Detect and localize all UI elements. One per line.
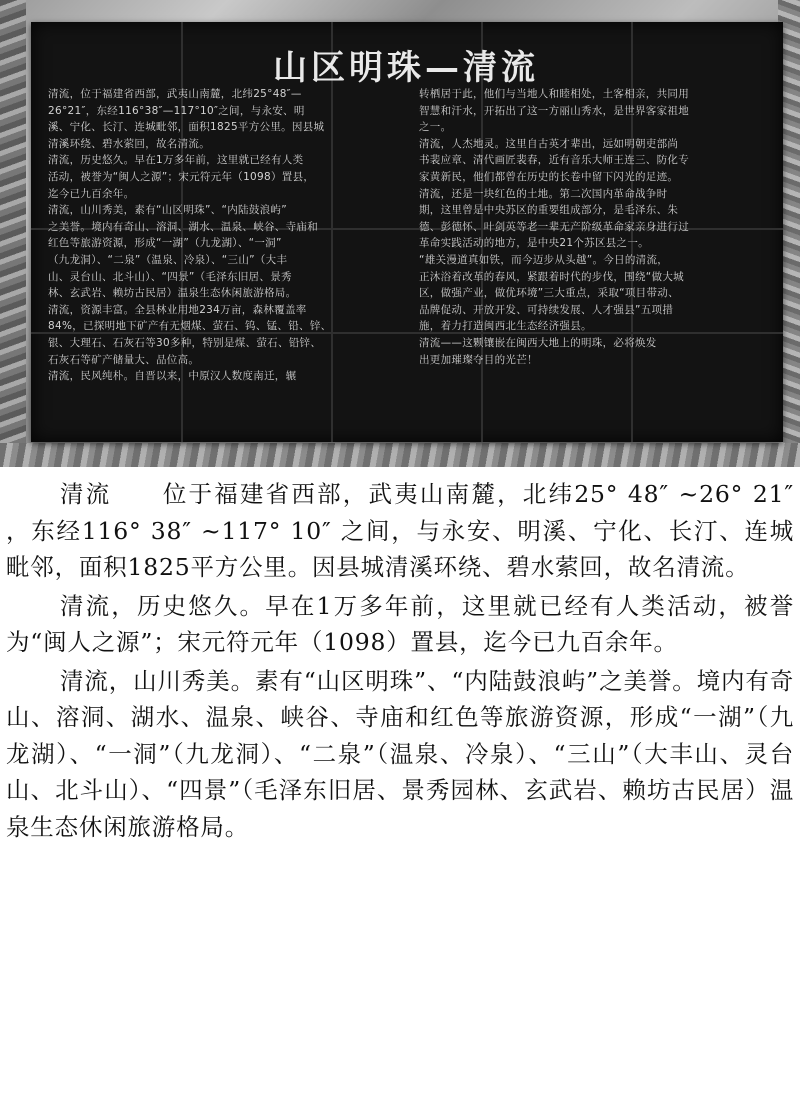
plaque-text-left: 清流，位于福建省西部，武夷山南麓，北纬25°48″— 26°21″，东经116°38″—117°10″之间，与永安、明 溪、宁化、长汀、连城毗邻，面积1825平方公里。因县城 清溪环绕、碧水萦回，故名清流。 清流，历史悠久。早在1万多年前，这里就已经有人类 活动，被誉为“闽人之源”；宋元符元年（1098）置县， 迄今已九百余年。 清流，山川秀美，素有“山区明珠”、“内陆鼓浪屿” 之美誉。境内有奇山、溶洞、湖水、温泉、峡谷、寺庙和 红色等旅游资源，形成“一湖”（九龙湖）、“一洞” （九龙洞）、“二泉”（温泉、冷泉）、“三山”（大丰 山、灵台山、北斗山）、“四景”（毛泽东旧居、景秀 林、玄武岩、赖坊古民居）温泉生态休闲旅游格局。 清流，资源丰富。全县林业用地234万亩，森林覆盖率 84%，已探明地下矿产有无烟煤、萤石、钨、锰、铅、锌、 银、大理石、石灰石等30多种，特别是煤、萤石、铅锌、 石灰石等矿产储量大、品位高。 清流，民风纯朴。自晋以来，中原汉人数度南迁，辗 (48, 88, 332, 383)
stone-plaque (31, 22, 783, 442)
paragraph-location: 清流 位于福建省西部，武夷山南麓，北纬25° 48″ ~26° 21″ ，东经116° 38″ ~117° 10″ 之间，与永安、明溪、宁化、长汀、连城毗邻，面积1825平方公里。因县城清溪环绕、碧水萦回，故名清流。 (6, 480, 794, 581)
article-body (0, 476, 800, 845)
rock-texture-left (0, 0, 26, 467)
paragraph-scenery: 清流，山川秀美。素有“山区明珠”、“内陆鼓浪屿”之美誉。境内有奇山、溶洞、湖水、温泉、峡谷、寺庙和红色等旅游资源，形成“一湖”（九龙湖）、“一洞”（九龙洞）、“二泉”（温泉、冷泉）、“三山”（大丰山、灵台山、北斗山）、“四景”（毛泽东旧居、景秀园林、玄武岩、赖坊古民居）温泉生态休闲旅游格局。 (6, 666, 794, 841)
paragraph-history: 清流，历史悠久。早在1万多年前，这里就已经有人类活动，被誉为“闽人之源”；宋元符元年（1098）置县，迄今已九百余年。 (6, 591, 794, 656)
plaque-text-right: 转栖居于此，他们与当地人和睦相处，土客相亲，共同用 智慧和汗水，开拓出了这一方丽山秀水，是世界客家祖地 之一。 清流，人杰地灵。这里自古英才辈出，远如明朝吏部尚 书裴应章、清代画匠裴春，近有音乐大师王连三、防化专 家黄新民，他们都曾在历史的长卷中留下闪光的足迹。 清流，还是一块红色的土地。第二次国内革命战争时 期，这里曾是中央苏区的重要组成部分，是毛泽东、朱 德、彭德怀、叶剑英等老一辈无产阶级革命家亲身进行过 革命实践活动的地方，是中央21个苏区县之一。 “雄关漫道真如铁，而今迈步从头越”。今日的清流， 正沐浴着改革的春风，紧跟着时代的步伐，围绕“做大城 区，做强产业，做优环境”三大重点，采取“项目带动、 品牌促动、开放开发、可持续发展、人才强县”五项措 施，着力打造闽西北生态经济强县。 清流——这颗镶嵌在闽西大地上的明珠，必将焕发 出更加璀璨夺目的光芒！ (419, 88, 689, 366)
stele-photo (0, 0, 800, 467)
plaque-title: 山区明珠—清流 (273, 48, 539, 88)
rock-texture-bottom (0, 443, 800, 467)
